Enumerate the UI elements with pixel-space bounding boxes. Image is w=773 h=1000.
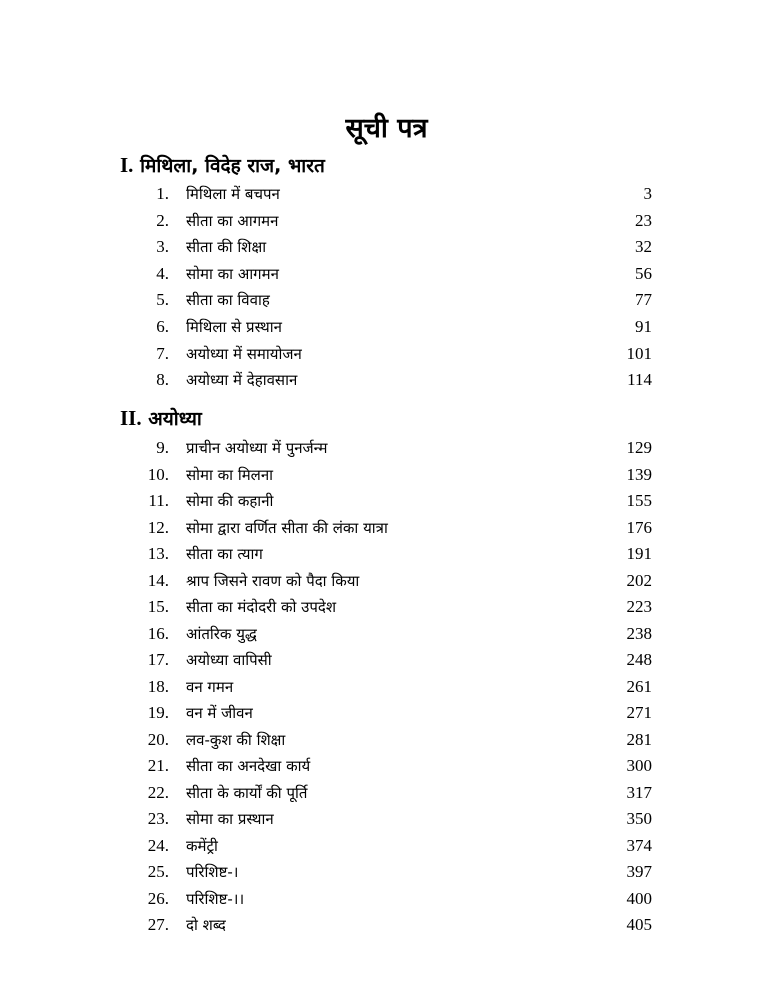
- entry-title: सीता का त्याग: [186, 545, 263, 563]
- entry-title: आंतरिक युद्ध: [186, 624, 257, 643]
- entry-title: सीता की शिक्षा: [186, 238, 267, 257]
- entry-title: सीता का मंदोदरी को उपदेश: [186, 598, 337, 616]
- page-number: 350: [626, 809, 652, 828]
- part-title: अयोध्या: [148, 408, 202, 430]
- toc-entry: [0, 491, 773, 517]
- entry-number: 20.: [147, 729, 169, 749]
- part-numeral: I.: [120, 153, 134, 177]
- page-number: 77: [635, 290, 652, 310]
- toc-entry: [0, 370, 773, 396]
- page-number: 155: [626, 491, 652, 510]
- entry-number: 23.: [147, 809, 169, 828]
- entry-number: 13.: [147, 544, 169, 563]
- part-heading: [120, 152, 325, 178]
- entry-title: अयोध्या वापिसी: [186, 651, 272, 669]
- entry-title: प्राचीन अयोध्या में पुनर्जन्म: [186, 439, 328, 457]
- entry-number: 22.: [147, 782, 169, 802]
- toc-entry: [0, 703, 773, 729]
- page-number: 271: [626, 703, 652, 722]
- entry-title: सोमा का आगमन: [186, 264, 279, 283]
- page-number: 397: [626, 862, 652, 881]
- toc-entry: [0, 544, 773, 570]
- page-number: 248: [626, 650, 652, 669]
- entry-number: 3.: [156, 237, 169, 257]
- page-number: 3: [643, 184, 652, 203]
- toc-entry: [0, 344, 773, 370]
- entry-number: 14.: [147, 570, 169, 590]
- entry-number: 7.: [156, 343, 169, 363]
- entry-title: सोमा की कहानी: [186, 492, 274, 510]
- page-number: 300: [626, 756, 652, 775]
- page-number: 129: [626, 438, 652, 457]
- toc-entry: [0, 290, 773, 316]
- entry-number: 25.: [147, 862, 169, 881]
- page-number: 317: [626, 782, 652, 802]
- page-title: सूची पत्र: [345, 113, 428, 144]
- entry-number: 12.: [147, 517, 169, 537]
- page-number: 191: [626, 544, 652, 563]
- entry-title: सीता का अनदेखा कार्य: [186, 757, 311, 775]
- entry-number: 19.: [147, 703, 169, 722]
- toc-entry: [0, 438, 773, 464]
- entry-title: वन गमन: [186, 677, 234, 696]
- entry-number: 27.: [147, 915, 169, 934]
- page-number: 405: [626, 915, 652, 934]
- page-number: 374: [626, 835, 652, 855]
- entry-title: लव-कुश की शिक्षा: [186, 730, 286, 749]
- entry-number: 24.: [147, 835, 169, 855]
- entry-title: सोमा द्वारा वर्णित सीता की लंका यात्रा: [186, 518, 388, 537]
- toc-entry: [0, 237, 773, 263]
- entry-number: 11.: [148, 491, 169, 510]
- entry-title: मिथिला में बचपन: [186, 185, 280, 203]
- entry-title: दो शब्द: [186, 916, 226, 934]
- toc-entry: [0, 756, 773, 782]
- entry-number: 5.: [156, 290, 169, 310]
- toc-entry: [0, 650, 773, 676]
- toc-entry: [0, 518, 773, 544]
- toc-entry: [0, 862, 773, 888]
- page-number: 101: [626, 343, 652, 363]
- page-number: 91: [635, 317, 652, 336]
- entry-number: 8.: [156, 370, 169, 390]
- entry-title: अयोध्या में समायोजन: [186, 344, 302, 363]
- entry-number: 4.: [156, 263, 169, 283]
- entry-title: सोमा का प्रस्थान: [186, 810, 274, 828]
- toc-entry: [0, 783, 773, 809]
- part-title: मिथिला, विदेह राज, भारत: [140, 155, 325, 177]
- toc-entry: [0, 264, 773, 290]
- entry-title: परिशिष्ट-।: [186, 863, 239, 881]
- page-number: 223: [626, 597, 652, 616]
- entry-number: 2.: [156, 210, 169, 230]
- page-number: 114: [627, 370, 652, 390]
- entry-title: परिशिष्ट-।।: [186, 889, 245, 908]
- page-number: 281: [626, 729, 652, 749]
- toc-entry: [0, 730, 773, 756]
- part-numeral: II.: [120, 406, 142, 430]
- toc-entry: [0, 836, 773, 862]
- entry-title: सीता के कार्यों की पूर्ति: [186, 783, 308, 802]
- entry-title: श्राप जिसने रावण को पैदा किया: [186, 571, 360, 590]
- page-number: 261: [626, 676, 652, 696]
- page-number: 56: [635, 263, 652, 283]
- toc-entry: [0, 211, 773, 237]
- entry-number: 21.: [147, 756, 169, 775]
- page-number: 23: [635, 210, 652, 230]
- toc-entry: [0, 915, 773, 941]
- toc-entry: [0, 317, 773, 343]
- entry-title: अयोध्या में देहावसान: [186, 371, 298, 390]
- page-number: 32: [635, 237, 652, 257]
- page-number: 202: [626, 570, 652, 590]
- toc-entry: [0, 624, 773, 650]
- toc-entry: [0, 677, 773, 703]
- entry-number: 18.: [147, 676, 169, 696]
- page-number: 400: [626, 888, 652, 908]
- entry-number: 9.: [156, 438, 169, 457]
- entry-number: 15.: [147, 597, 169, 616]
- entry-number: 6.: [156, 317, 169, 336]
- entry-title: सीता का विवाह: [186, 291, 270, 310]
- toc-entry: [0, 809, 773, 835]
- part-heading: [120, 405, 202, 431]
- toc-entry: [0, 889, 773, 915]
- toc-entry: [0, 184, 773, 210]
- entry-title: कमेंट्री: [186, 836, 218, 855]
- entry-number: 16.: [147, 623, 169, 643]
- toc-entry: [0, 597, 773, 623]
- entry-title: मिथिला से प्रस्थान: [186, 318, 282, 336]
- entry-title: सीता का आगमन: [186, 211, 279, 230]
- toc-entry: [0, 571, 773, 597]
- entry-number: 26.: [147, 888, 169, 908]
- page-number: 238: [626, 623, 652, 643]
- entry-number: 10.: [147, 464, 169, 484]
- toc-entry: [0, 465, 773, 491]
- entry-number: 1.: [156, 184, 169, 203]
- entry-title: वन में जीवन: [186, 704, 253, 722]
- entry-number: 17.: [147, 650, 169, 669]
- page-number: 176: [626, 517, 652, 537]
- entry-title: सोमा का मिलना: [186, 465, 274, 484]
- page-number: 139: [626, 464, 652, 484]
